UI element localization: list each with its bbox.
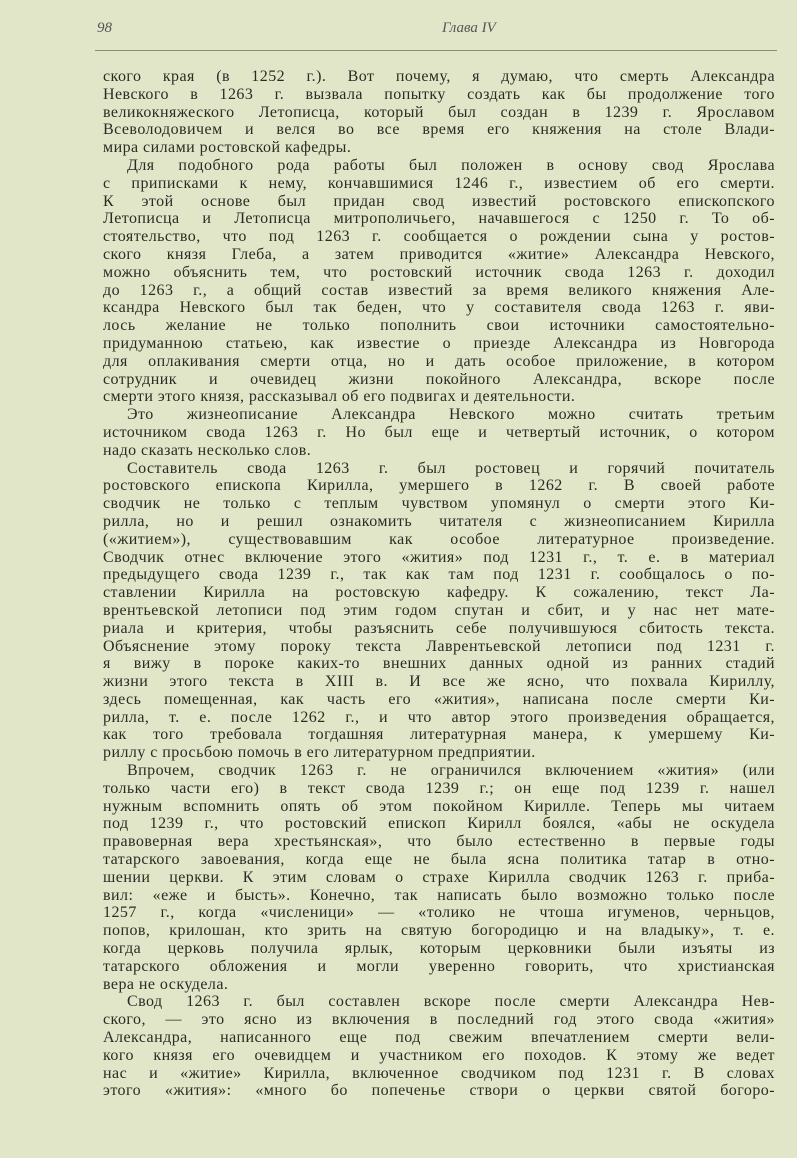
text-line: рилла, т. е. после 1262 г., и что автор этого произведения обращается, [103,708,775,726]
header-rule [95,50,777,51]
text-line: сотрудник и очевидец жизни покойного Александра, вскоре после [103,370,775,388]
text-line: этого «жития»: «много бо попеченье створи о церкви святой богоро- [103,1082,775,1100]
text-line: Невского в 1263 г. вызвала попытку создать как бы продолжение того [103,85,775,103]
text-line: Составитель свода 1263 г. был ростовец и горячий почитатель [127,459,775,477]
text-line: Александра, написанного еще под свежим впечатлением смерти вели- [103,1029,775,1047]
text-line: лось желание не только пополнить свои источники самостоятельно- [103,317,775,335]
paragraph [103,68,775,157]
text-line: Свод 1263 г. был составлен вскоре после смерти Александра Нев- [127,993,775,1011]
text-line: татарского завоевания, когда еще не была ясна политика татар в отно- [103,851,775,869]
text-line: надо сказать несколько слов. [103,441,312,459]
text-line: ского края (в 1252 г.). Вот почему, я думаю, что смерть Александра [103,68,775,85]
text-line: ксандра Невского был так беден, что у составителя свода 1263 г. яви- [103,299,775,317]
text-line: для оплакивания смерти отца, но и дать особое приложение, в котором [103,352,775,370]
text-line: К этой основе был придан свод известий ростовского епископского [103,192,775,210]
paragraph [103,993,775,1100]
text-line: ского, — это ясно из включения в последний год этого свода «жития» [103,1011,775,1029]
text-line: предыдущего свода 1239 г., так как там под 1231 г. сообщалось о по- [103,566,775,584]
text-line: риллу с просьбою помочь в его литературном предприятии. [103,744,536,762]
text-line: правоверная вера хрестьянская», что было естественно в первые годы [103,833,775,851]
text-line: Это жизнеописание Александра Невского можно считать третьим [127,406,775,424]
text-line: источником свода 1263 г. Но был еще и четвертый источник, о котором [103,423,775,441]
text-line: ростовского епископа Кирилла, умершего в 1262 г. В своей работе [103,477,775,495]
text-line: рилла, но и решил ознакомить читателя с жизнеописанием Кирилла [103,512,775,530]
text-line: («житием»), существовавшим как особое литературное произведение. [103,530,775,548]
text-line: нужным вспомнить опять об этом покойном Кирилле. Теперь мы читаем [103,797,775,815]
text-line: Для подобного рода работы был положен в основу свод Ярослава [127,156,775,174]
text-line: жизни этого текста в XIII в. И все же ясно, что похвала Кириллу, [103,673,775,691]
paragraph [103,406,775,459]
text-line: нас и «житие» Кирилла, включенное сводчиком под 1231 г. В словах [103,1064,775,1082]
text-line: вера не оскудела. [103,975,229,993]
text-line: великокняжеского Летописца, который был создан в 1239 г. Ярославом [103,103,775,121]
text-line: Впрочем, сводчик 1263 г. не ограничился включением «жития» (или [127,762,775,780]
paragraph [103,157,775,406]
text-line: риала и критерия, чтобы разъяснить себе получившуюся сбитость текста. [103,619,775,637]
text-line: с приписками к нему, кончавшимися 1246 г., известием об его смерти. [103,174,775,192]
text-line: вил: «еже и бысть». Конечно, так написать было возможно только после [103,886,775,904]
text-line: татарского обложения и могли уверенно говорить, что христианская [103,957,775,975]
text-line: Сводчик отнес включение этого «жития» под 1231 г., т. е. в материал [103,548,775,566]
text-line: можно объяснить тем, что ростовский источник свода 1263 г. доходил [103,263,775,281]
text-line: врентьевской летописи под этим годом спутан и сбит, и у нас нет мате- [103,601,775,619]
text-line: до 1263 г., а общий состав известий за время великого княжения Але- [103,281,775,299]
paragraph [103,460,775,763]
text-line: стоятельство, что под 1263 г. сообщается о рождении сына у ростов- [103,228,775,246]
text-line: мира силами ростовской кафедры. [103,139,352,157]
text-line: как того требовала тогдашняя литературная манера, к умершему Ки- [103,726,775,744]
text-line: здесь помещенная, как часть его «жития», написана после смерти Ки- [103,690,775,708]
paragraph [103,762,775,993]
text-line: попов, крилошан, кто зрить на святую богородицю и на владыку», т. е. [103,922,775,940]
text-line: только части его) в текст свода 1239 г.; он еще под 1239 г. нашел [103,779,775,797]
body-text [103,68,775,1100]
text-line: Всеволодовичем и велся во все время его княжения на столе Влади- [103,121,775,139]
text-line: кого князя его очевидцем и участником его походов. К этому же ведет [103,1046,775,1064]
page-header [97,20,777,42]
text-line: под 1239 г., что ростовский епископ Кирилл боялся, «абы не оскудела [103,815,775,833]
text-line: 1257 г., когда «численици» — «толико не чтоша игуменов, черньцов, [103,904,775,922]
text-line: ставлении Кирилла на ростовскую кафедру. К сожалению, текст Ла- [103,584,775,602]
text-line: я вижу в пороке каких-то внешних данных одной из ранних стадий [103,655,775,673]
text-line: сводчик не только с теплым чувством упомянул о смерти этого Ки- [103,495,775,513]
text-line: Объяснение этому пороку текста Лаврентьевской летописи под 1231 г. [103,637,775,655]
text-line: когда церковь получила ярлык, которым церковники были изъяты из [103,940,775,958]
text-line: шении церкви. К этим словам о страхе Кирилла сводчик 1263 г. приба- [103,868,775,886]
text-line: придуманною статьею, как известие о приезде Александра из Новгорода [103,334,775,352]
page-number: 98 [97,20,112,36]
text-line: Летописца и Летописца митрополичьего, начавшегося с 1250 г. То об- [103,210,775,228]
text-line: смерти этого князя, рассказывал об его подвигах и деятельности. [103,388,576,406]
running-title: Глава IV [442,20,496,36]
text-line: ского князя Глеба, а затем приводится «житие» Александра Невского, [103,245,775,263]
